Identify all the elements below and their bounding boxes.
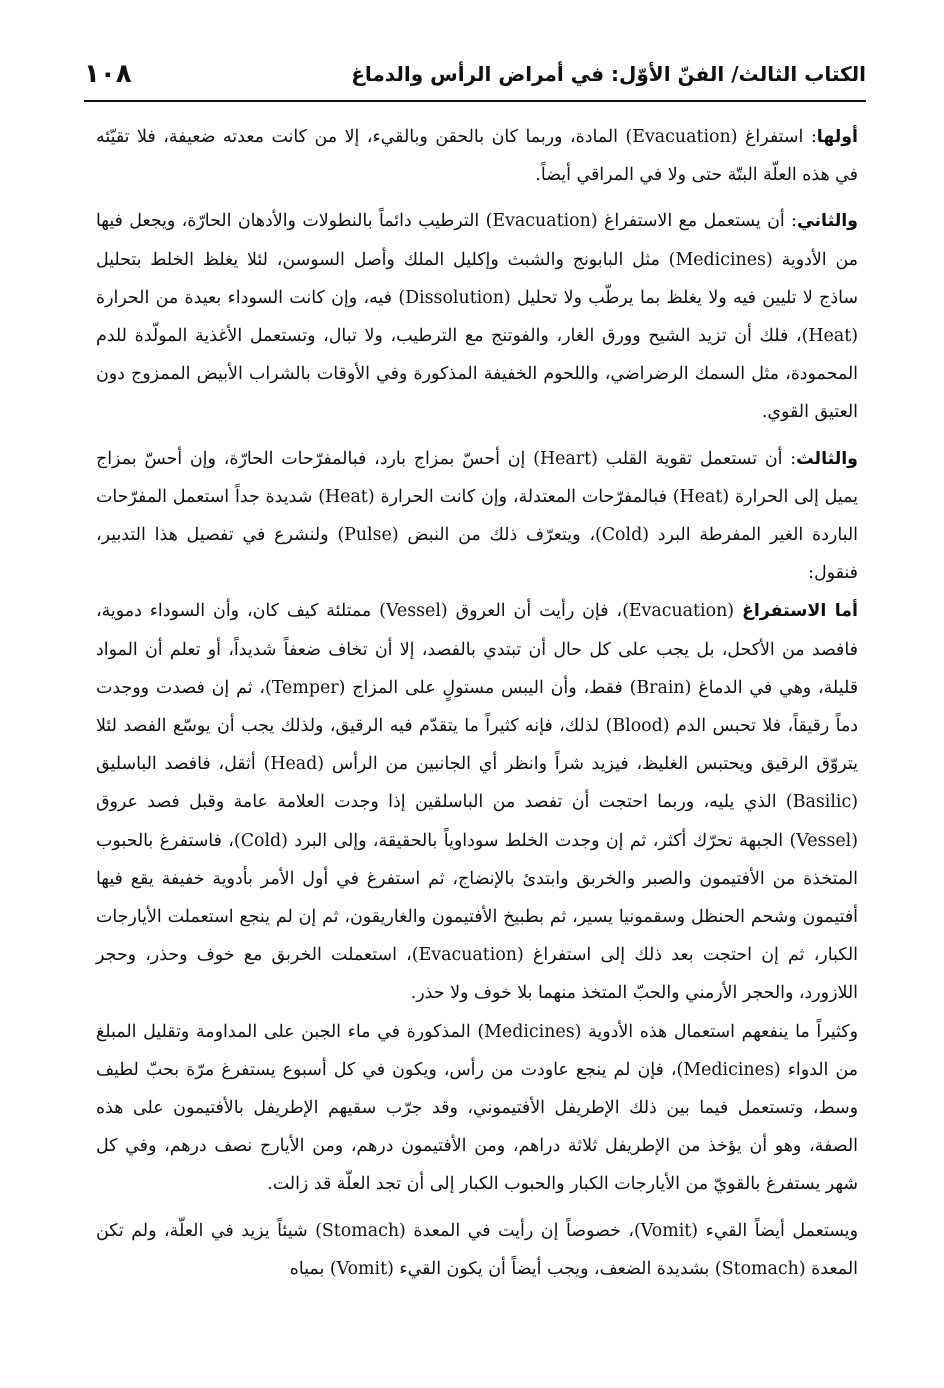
- body-text: [96, 118, 858, 1288]
- paragraph-evacuation: [96, 592, 858, 1012]
- page-number: ١٠٨: [84, 59, 132, 89]
- paragraph-first: [96, 118, 858, 194]
- page-header: [84, 52, 866, 96]
- paragraph-text: : أن تستعمل تقوية القلب (Heart) إن أحسّ بمزاج بارد، فبالمفرّحات الحارّة، وإن أحسّ بمزاج يميل إلى الحرارة (Heat) فبالمفرّحات المعتدلة، وإن كانت الحرارة (Heat) شديدة جداً استعمل المفرّحات الباردة الغير المفرطة البرد (Cold)، ويتعرّف ذلك من النبض (Pulse) ولنشرع في تفصيل هذا التدبير، فنقول:: [96, 448, 858, 584]
- paragraph-third: [96, 440, 858, 593]
- paragraph-second: [96, 202, 858, 431]
- paragraph-text: (Evacuation)، فإن رأيت أن العروق (Vessel) ممتلئة كيف كان، وأن السوداء دموية، فافصد من الأكحل، بل يجب على كل حال أن تبتدي بالفصد، إلا أن تخاف ضعفاً شديداً، أو تعلم أن المواد قليلة، وهي في الدماغ (Brain) فقط، وأن اليبس مستولٍ على المزاج (Temper)، ثم إن فصدت ووجدت دماً رقيقاً، فلا تحبس الدم (Blood) لذلك، فإنه كثيراً ما يتقدّم فيه الرقيق، ولذلك يجب أن يوسّع الفصد لئلا يتروّق الرقيق ويحتبس الغليظ، فيزيد شراً وانظر أي الجانبين من الرأس (Head) أثقل، فافصد الباسليق (Basilic) الذي يليه، وربما احتجت أن تفصد من الباسلقين إذا وجدت العلامة عامة وقبل فصد عروق (Vessel) الجبهة تحرّك أكثر، ثم إن وجدت الخلط سوداوياً بالحقيقة، وإلى البرد (Cold)، فاستفرغ بالحبوب المتخذة من الأفتيمون والصبر والخربق وابتدئ بالإنضاج، ثم استفرغ في أول الأمر بأدوية خفيفة يقع فيها أفتيمون وشحم الحنظل وسقمونيا يسير، ثم بطبيخ الأفتيمون والغاريقون، ثم إن لم ينجع استعملت الأيارجات الكبار، ثم إن احتجت بعد ذلك إلى استفراغ (Evacuation)، استعملت الخربق مع خوف وحذر، وحجر اللازورد، والحجر الأرمني والحبّ المتخذ منهما بلا خوف ولا حذر.: [96, 601, 859, 1004]
- running-title: الكتاب الثالث/ الفنّ الأوّل: في أمراض الرأس والدماغ: [351, 62, 866, 86]
- paragraph-medicines: [96, 1013, 858, 1204]
- paragraph-lead: أما الاستفراغ: [742, 601, 858, 622]
- paragraph-lead: والثاني: [796, 211, 858, 232]
- paragraph-text: ويستعمل أيضاً القيء (Vomit)، خصوصاً إن رأيت في المعدة (Stomach) شيئاً يزيد في العلّة، ولم تكن المعدة (Stomach) بشديدة الضعف، ويجب أيضاً أن يكون القيء (Vomit) بمياه: [96, 1220, 858, 1279]
- paragraph-lead: والثالث: [796, 448, 858, 469]
- paragraph-text: : استفراغ (Evacuation) المادة، وربما كان بالحقن وبالقيء، إلا من كانت معدته ضعيفة، فلا تقيّئه في هذه العلّة البتّة حتى ولا في المراقي أيضاً.: [96, 127, 858, 186]
- paragraph-text: : أن يستعمل مع الاستفراغ (Evacuation) الترطيب دائماً بالنطولات والأدهان الحارّة، ويجعل فيها من الأدوية (Medicines) مثل البابونج والشبث وإكليل الملك وأصل السوسن، لئلا يغلظ الخلط بتحليل ساذج لا تليين فيه ولا يغلظ بما يرطّب ولا تحليل (Dissolution) فيه، وإن كانت السوداء بعيدة من الحرارة (Heat)، فلك أن تزيد الشيح وورق الغار، والفوتنج مع الترطيب، ولا تبال، وتستعمل الأغذية المولّدة للدم المحمودة، مثل السمك الرضراضي، واللحوم الخفيفة المذكورة وفي الأوقات بالشراب الأبيض الممزوج دون العتيق القوي.: [96, 211, 858, 423]
- paragraph-lead: أولها: [816, 127, 858, 147]
- paragraph-text: وكثيراً ما ينفعهم استعمال هذه الأدوية (Medicines) المذكورة في ماء الجبن على المداومة وتقليل المبلغ من الدواء (Medicines)، فإن لم ينجع عاودت من رأس، ويكون في كل أسبوع يستفرغ مرّة بحبّ لطيف وسط، وتستعمل فيما بين ذلك الإطريفل الأفتيموني، وقد جرّب سقيهم الإطريفل بالأفتيمون على هذه الصفة، وهو أن يؤخذ من الإطريفل ثلاثة دراهم، ومن الأفتيمون درهم، ومن الأيارج نصف درهم، وفي كل شهر يستفرغ بالقويّ من الأيارجات الكبار والحبوب الكبار إلى أن تجد العلّة قد زالت.: [96, 1021, 858, 1195]
- header-divider: [84, 100, 866, 102]
- paragraph-vomit: [96, 1212, 858, 1288]
